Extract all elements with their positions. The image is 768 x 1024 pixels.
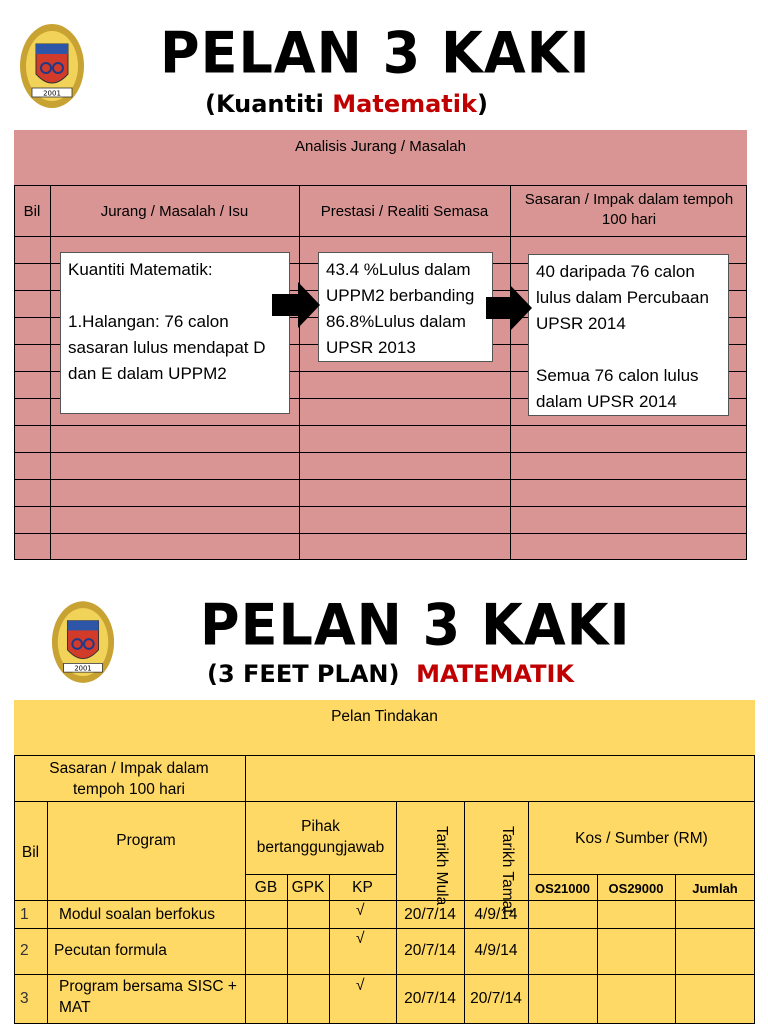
row2-bil: 2: [20, 942, 29, 959]
prestasi-box: 43.4 %Lulus dalam UPPM2 berbanding 86.8%Lulus dalam UPSR 2013: [318, 252, 493, 362]
row2-mula: 20/7/14: [404, 942, 456, 959]
row3-tamat: 20/7/14: [470, 990, 522, 1007]
col-bil-header: Bil: [21, 844, 40, 861]
row3-kp: √: [356, 977, 365, 994]
col-kos-header: Kos / Sumber (RM): [575, 830, 708, 847]
col-os21000-header: OS21000: [535, 881, 590, 896]
col-jurang-header: Jurang / Masalah / Isu: [100, 203, 249, 220]
arrow-right-icon: [486, 285, 532, 331]
row1-bil: 1: [20, 906, 29, 923]
school-crest-bottom: [50, 598, 116, 690]
col-gb-header: GB: [254, 879, 278, 896]
col-mula-header: Tarikh Mula: [433, 826, 450, 906]
row2-kp: √: [356, 930, 365, 947]
row3-bil: 3: [20, 990, 29, 1007]
row1-mula: 20/7/14: [404, 906, 456, 923]
page-title-bottom: PELAN 3 KAKI: [200, 592, 631, 659]
arrow-right-icon: [272, 282, 320, 328]
row3-mula: 20/7/14: [404, 990, 456, 1007]
action-plan-table: [14, 700, 755, 1024]
analysis-table: [14, 130, 747, 560]
col-prestasi-header: Prestasi / Realiti Semasa: [320, 203, 489, 220]
analysis-banner: Analisis Jurang / Masalah: [295, 138, 466, 155]
col-program-header: Program: [116, 832, 176, 849]
crest-year: 2001: [43, 89, 61, 98]
row2-program: Pecutan formula: [54, 942, 167, 959]
page-subtitle-bottom: (3 FEET PLAN) MATEMATIK: [207, 660, 575, 688]
col-jumlah-header: Jumlah: [692, 881, 738, 896]
school-crest-top: [18, 22, 86, 114]
col-kp-header: KP: [352, 879, 373, 896]
row1-kp: √: [356, 902, 365, 919]
row1-tamat: 4/9/14: [474, 906, 518, 923]
page-title-top: PELAN 3 KAKI: [160, 20, 591, 87]
col-sasaran-header: Sasaran / Impak dalam tempoh 100 hari: [524, 191, 734, 228]
col-bil-header: Bil: [23, 203, 41, 220]
row2-tamat: 4/9/14: [474, 942, 518, 959]
jurang-box: Kuantiti Matematik: 1.Halangan: 76 calon sasaran lulus mendapat D dan E dalam UPPM2: [60, 252, 290, 414]
page-subtitle-top: (Kuantiti Matematik): [205, 90, 488, 118]
row3-program: Program bersama SISC + MAT: [59, 978, 237, 1016]
row1-program: Modul soalan berfokus: [59, 906, 215, 923]
col-os29000-header: OS29000: [608, 881, 664, 896]
col-pihak-header: Pihak bertanggungjawab: [256, 818, 385, 856]
action-plan-banner: Pelan Tindakan: [331, 708, 438, 725]
sasaran-box: 40 daripada 76 calon lulus dalam Percubaan UPSR 2014 Semua 76 calon lulus dalam UPSR 2014: [528, 254, 729, 416]
col-gpk-header: GPK: [291, 879, 325, 896]
sasaran-header: Sasaran / Impak dalam tempoh 100 hari: [49, 760, 209, 798]
col-tamat-header: Tarikh Tamat: [499, 826, 516, 914]
crest-year: 2001: [74, 664, 92, 673]
